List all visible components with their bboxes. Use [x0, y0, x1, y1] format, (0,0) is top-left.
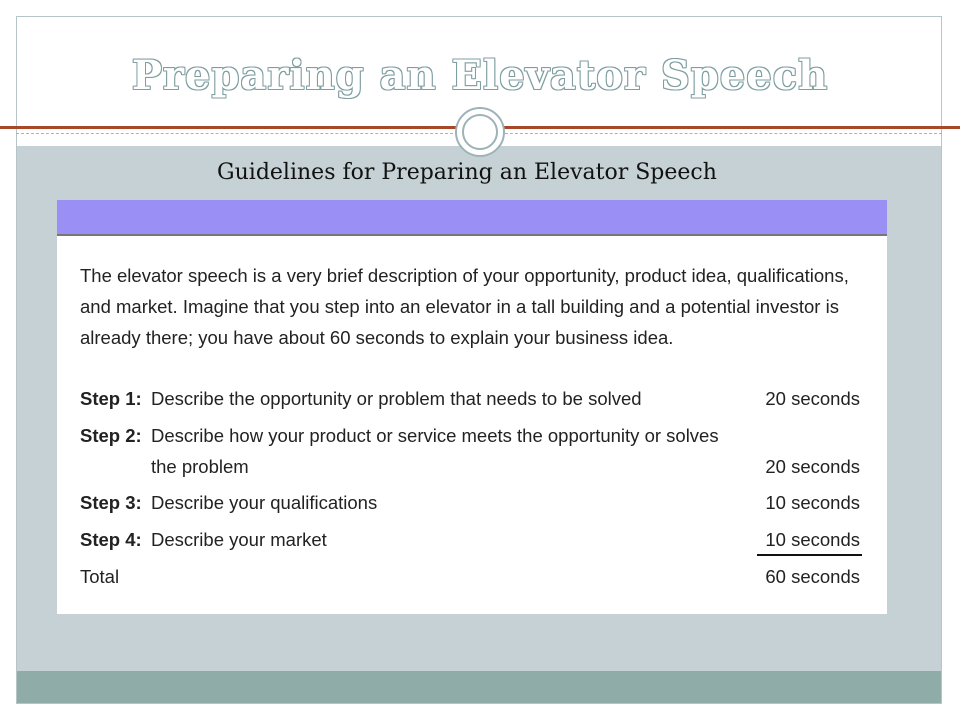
footer-band	[17, 671, 941, 703]
step-duration: 20 seconds	[765, 456, 860, 477]
step-label: Step 1:	[80, 388, 142, 409]
step-description: Describe the opportunity or problem that needs to be solved	[151, 388, 642, 409]
step-duration: 20 seconds	[765, 388, 860, 409]
step-label: Step 4:	[80, 529, 142, 550]
slide-title: Preparing an Elevator Speech	[131, 52, 829, 99]
step-label: Step 3:	[80, 492, 142, 513]
total-duration: 60 seconds	[765, 566, 860, 587]
step-row	[80, 383, 870, 414]
table-header-bar	[57, 200, 887, 234]
total-row	[80, 561, 870, 592]
step-row	[80, 487, 870, 518]
step-row	[80, 524, 870, 555]
total-label: Total	[80, 566, 120, 587]
step-description: Describe your qualifications	[151, 492, 378, 513]
guidelines-card	[57, 234, 887, 614]
slide-subtitle: Guidelines for Preparing an Elevator Speech	[217, 160, 717, 185]
step-label: Step 2:	[80, 425, 142, 446]
step-row	[80, 420, 870, 482]
step-description: Describe your market	[151, 529, 327, 550]
step-description: Describe how your product or service meets the opportunity or solves the problem	[151, 425, 719, 477]
step-duration: 10 seconds	[765, 492, 860, 513]
intro-text: The elevator speech is a very brief description of your opportunity, product idea, qualifications, and market. Imagine that you step into an elevator in a tall building and a potential investor is already there; you have about 60 seconds to explain your business idea.	[80, 265, 849, 348]
circle-ornament-icon	[455, 107, 505, 157]
step-duration: 10 seconds	[765, 529, 860, 550]
total-underline	[757, 554, 862, 556]
